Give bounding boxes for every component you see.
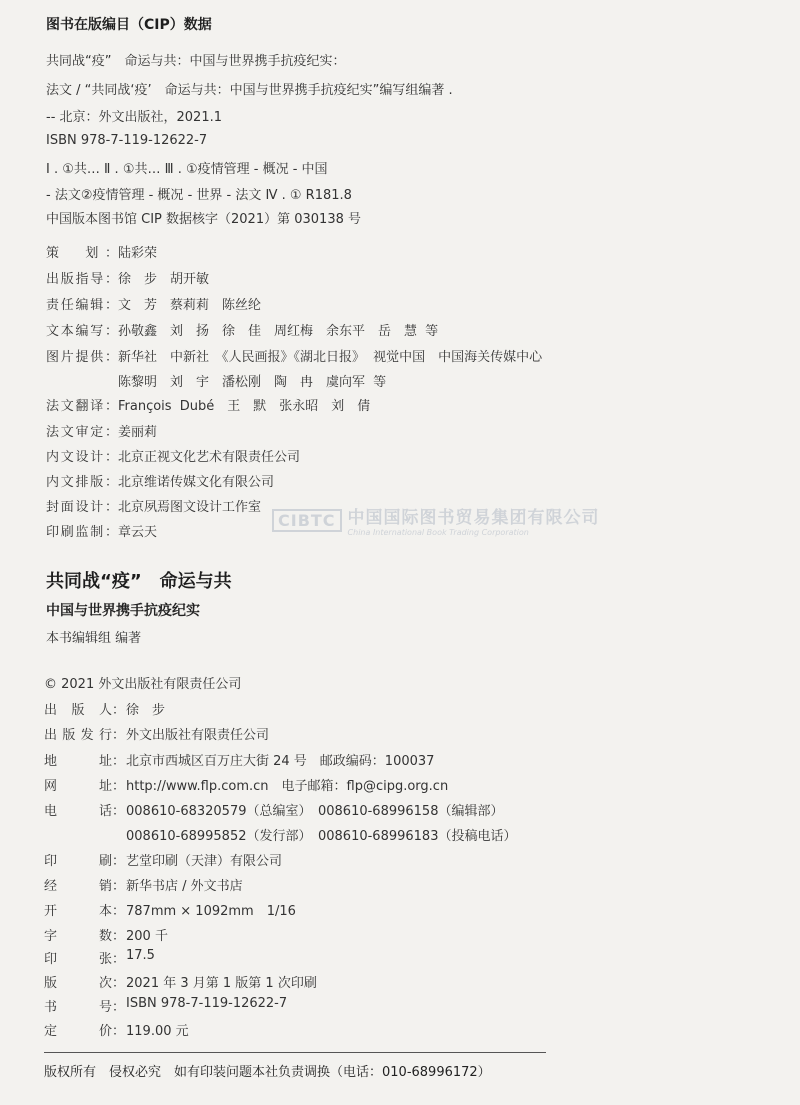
credit-value: 新华社 中新社 《人民画报》《湖北日报》 视觉中国 中国海关传媒中心 (118, 350, 543, 365)
pub-value: 119.00 元 (126, 1024, 189, 1039)
watermark-name-cn: 中国国际图书贸易集团有限公司 (347, 508, 600, 528)
watermark (272, 503, 600, 537)
credit-row (46, 421, 157, 440)
cip-line: ISBN 978-7-119-12622-7 (46, 133, 208, 148)
credit-row (46, 320, 438, 339)
pub-value: 徐 步 (126, 703, 166, 718)
watermark-text (348, 503, 600, 537)
pub-value: 008610-68320579（总编室） 008610-68996158（编辑部） (126, 804, 504, 819)
pub-row: 印刷 ： 艺堂印刷（天津）有限公司 (44, 850, 282, 869)
credit-label: 文本编写： (46, 324, 118, 339)
pub-row: 书号 ： ISBN 978-7-119-12622-7 (44, 996, 288, 1015)
pub-value: 北京市西城区百万庄大街 24 号 邮政编码：100037 (126, 754, 435, 769)
footer-divider (44, 1052, 546, 1053)
pub-label: 印刷 (44, 854, 112, 869)
pub-row: 印张 ： 17.5 (44, 948, 155, 967)
pub-label: 版次 (44, 976, 112, 991)
credit-value: 文 芳 蔡莉莉 陈丝纶 (118, 298, 262, 313)
pub-label: 地址 (44, 754, 112, 769)
pub-row: 字数 ： 200 千 (44, 925, 168, 944)
pub-row: 地址 ： 北京市西城区百万庄大街 24 号 邮政编码：100037 (44, 750, 434, 769)
pub-label: 网址 (44, 779, 112, 794)
cip-heading: 图书在版编目（CIP）数据 (46, 17, 212, 33)
credit-label: 责任编辑： (46, 298, 118, 313)
credit-label: 法文审定： (46, 425, 118, 440)
credit-label: 印刷监制： (46, 525, 118, 540)
cip-line: -- 北京：外文出版社，2021.1 (46, 110, 223, 125)
pub-value: http://www.flp.com.cn 电子邮箱：flp@cipg.org.cn (126, 779, 449, 794)
credit-label: 内文排版： (46, 475, 118, 490)
pub-value: 外文出版社有限责任公司 (126, 728, 270, 743)
pub-value: 17.5 (126, 948, 155, 963)
watermark-name-en: China International Book Trading Corporation (347, 528, 529, 537)
credit-row (46, 496, 261, 515)
credit-row (46, 371, 386, 390)
credit-label: 出版指导： (46, 272, 118, 287)
pub-value: 787mm × 1092mm 1/16 (126, 904, 296, 919)
pub-label: 经销 (44, 879, 112, 894)
credit-value: 徐 步 胡开敏 (118, 272, 210, 287)
cip-line: 中国版本图书馆 CIP 数据核字（2021）第 030138 号 (46, 212, 361, 227)
pub-label: 定价 (44, 1024, 112, 1039)
credit-label: 策 划： (46, 246, 118, 261)
credit-label: 图片提供： (46, 350, 118, 365)
cip-line: 共同战“疫” 命运与共：中国与世界携手抗疫纪实： (46, 54, 346, 69)
credit-row (46, 294, 261, 313)
credit-label: 内文设计： (46, 450, 118, 465)
credit-row (46, 395, 370, 414)
pub-value: 新华书店 / 外文书店 (126, 879, 243, 894)
pub-row: 网址 ： http://www.flp.com.cn 电子邮箱：flp@cipg.org.cn (44, 775, 448, 794)
pub-label: 开本 (44, 904, 112, 919)
pub-row: 版次 ： 2021 年 3 月第 1 版第 1 次印刷 (44, 972, 317, 991)
credit-value: 北京维诺传媒文化有限公司 (118, 475, 275, 490)
book-subtitle: 中国与世界携手抗疫纪实 (46, 603, 200, 619)
copyright-notice: © 2021 外文出版社有限责任公司 (44, 677, 242, 692)
credit-value: 陈黎明 刘 宇 潘松刚 陶 冉 虞向军 等 (118, 375, 387, 390)
credit-label: 封面设计： (46, 500, 118, 515)
credit-value: 北京正视文化艺术有限责任公司 (118, 450, 301, 465)
pub-label: 书号 (44, 1000, 112, 1015)
book-title: 共同战“疫” 命运与共 (46, 571, 232, 592)
credit-row (46, 446, 300, 465)
credit-row (46, 471, 274, 490)
pub-row: 出版发行 ： 外文出版社有限责任公司 (44, 724, 269, 743)
credit-row (46, 346, 542, 365)
pub-label: 出版发行 (44, 728, 112, 743)
credit-row (46, 521, 157, 540)
pub-value: 200 千 (126, 929, 168, 944)
footer-notice: 版权所有 侵权必究 如有印装问题本社负责调换（电话：010-68996172） (44, 1065, 491, 1080)
pub-continuation: 008610-68995852（发行部） 008610-68996183（投稿电话） (126, 829, 517, 844)
credit-value: 孙敬鑫 刘 扬 徐 佳 周红梅 余东平 岳 慧 等 (118, 324, 439, 339)
credit-value: François Dubé 王 默 张永昭 刘 倩 (118, 399, 371, 414)
credit-value: 章云天 (118, 525, 158, 540)
pub-row: 开本 ： 787mm × 1092mm 1/16 (44, 900, 296, 919)
pub-row: 出版人 ： 徐 步 (44, 699, 165, 718)
book-author: 本书编辑组 编著 (46, 631, 142, 646)
pub-label: 字数 (44, 929, 112, 944)
pub-row: 经销 ： 新华书店 / 外文书店 (44, 875, 243, 894)
pub-row: 定价 ： 119.00 元 (44, 1020, 189, 1039)
pub-row: 电话 ： 008610-68320579（总编室） 008610-68996158（编辑部） (44, 800, 503, 819)
pub-label: 电话 (44, 804, 112, 819)
credit-label (46, 371, 118, 390)
cip-line: Ⅰ . ①共… Ⅱ . ①共… Ⅲ . ①疫情管理 - 概况 - 中国 (46, 162, 328, 177)
credit-row (46, 242, 157, 261)
pub-value: 2021 年 3 月第 1 版第 1 次印刷 (126, 976, 317, 991)
credit-value: 北京夙焉图文设计工作室 (118, 500, 262, 515)
pub-value: ISBN 978-7-119-12622-7 (126, 996, 288, 1011)
pub-label: 印张 (44, 952, 112, 967)
credit-label: 法文翻译： (46, 399, 118, 414)
watermark-logo: CIBTC (272, 509, 342, 532)
cip-line: - 法文②疫情管理 - 概况 - 世界 - 法文 Ⅳ . ① R181.8 (46, 188, 352, 203)
pub-label: 出版人 (44, 703, 112, 718)
credit-value: 陆彩荣 (118, 246, 158, 261)
credit-value: 姜丽莉 (118, 425, 158, 440)
cip-line: 法文 / “共同战‘疫’ 命运与共：中国与世界携手抗疫纪实”编写组编著 . (46, 83, 453, 98)
pub-value: 艺堂印刷（天津）有限公司 (126, 854, 283, 869)
credit-row (46, 268, 209, 287)
